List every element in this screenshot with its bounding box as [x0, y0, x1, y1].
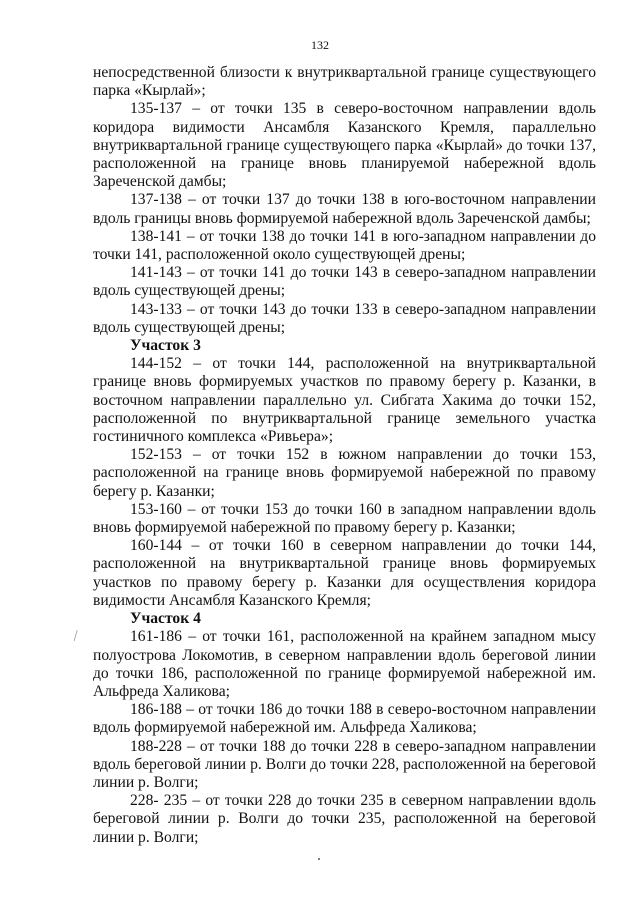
- margin-pencil-mark: ⁄: [72, 629, 80, 644]
- paragraph-188-228: 188-228 – от точки 188 до точки 228 в северо-западном направлении вдоль береговой линии р. Волги до точки 228, расположенной на береговой линии р. Волги;: [93, 737, 596, 791]
- paragraph-160-144: 160-144 – от точки 160 в северном направлении до точки 144, расположенной на внутриквартальной границе вновь формируемых участков по правому берегу р. Казанки для осуществления коридора видимости Ансамбля Казанского Кремля;: [93, 537, 596, 609]
- document-body: [93, 64, 596, 847]
- paragraph-144-152: 144-152 – от точки 144, расположенной на внутриквартальной границе вновь формируемых участков по правому берегу р. Казанки, в восточном направлении параллельно ул. Сибгата Хакима до точки 152, расположенной по внутриквартальной границе земельного участка гостиничного комплекса «Ривьера»;: [93, 355, 596, 446]
- paragraph-161-186: 161-186 – от точки 161, расположенной на крайнем западном мысу полуострова Локомотив, в северном направлении вдоль береговой линии до точки 186, расположенной по границе формируемой набережной им. Альфреда Халикова;: [93, 628, 596, 700]
- section-heading-4: Участок 4: [130, 610, 201, 628]
- page-number: 132: [311, 38, 329, 52]
- paragraph-153-160: 153-160 – от точки 153 до точки 160 в западном направлении вдоль вновь формируемой набережной по правому берегу р. Казанки;: [93, 500, 596, 537]
- section-heading-3: Участок 3: [130, 337, 201, 355]
- paragraph-continuation: непосредственной близости к внутриквартальной границе существующего парка «Кырлай»;: [93, 64, 596, 100]
- paragraph-186-188: 186-188 – от точки 186 до точки 188 в северо-восточном направлении вдоль формируемой набережной им. Альфреда Халикова;: [93, 701, 596, 737]
- paragraph-135-137: 135-137 – от точки 135 в северо-восточном направлении вдоль коридора видимости Ансамбля Казанского Кремля, параллельно внутриквартальной границе существующего парка «Кырлай» до точки 137, расположенной на границе вновь планируемой набережной вдоль Зареченской дамбы;: [93, 100, 596, 191]
- paragraph-137-138: 137-138 – от точки 137 до точки 138 в юго-восточном направлении вдоль границы вновь формируемой набережной вдоль Зареченской дамбы;: [93, 191, 596, 227]
- paragraph-152-153: 152-153 – от точки 152 в южном направлении до точки 153, расположенной на границе вновь формируемой набережной по правому берегу р. Казанки;: [93, 446, 596, 500]
- paragraph-141-143: 141-143 – от точки 141 до точки 143 в северо-западном направлении вдоль существующей дрены;: [93, 264, 596, 300]
- paragraph-138-141: 138-141 – от точки 138 до точки 141 в юго-западном направлении до точки 141, расположенной около существующей дрены;: [93, 227, 596, 264]
- paragraph-228-235: 228- 235 – от точки 228 до точки 235 в северном направлении вдоль береговой линии р. Волги до точки 235, расположенной на береговой линии р. Волги;: [93, 792, 596, 846]
- scan-dot: [318, 858, 320, 860]
- paragraph-143-133: 143-133 – от точки 143 до точки 133 в северо-западном направлении вдоль существующей дрены;: [93, 300, 596, 336]
